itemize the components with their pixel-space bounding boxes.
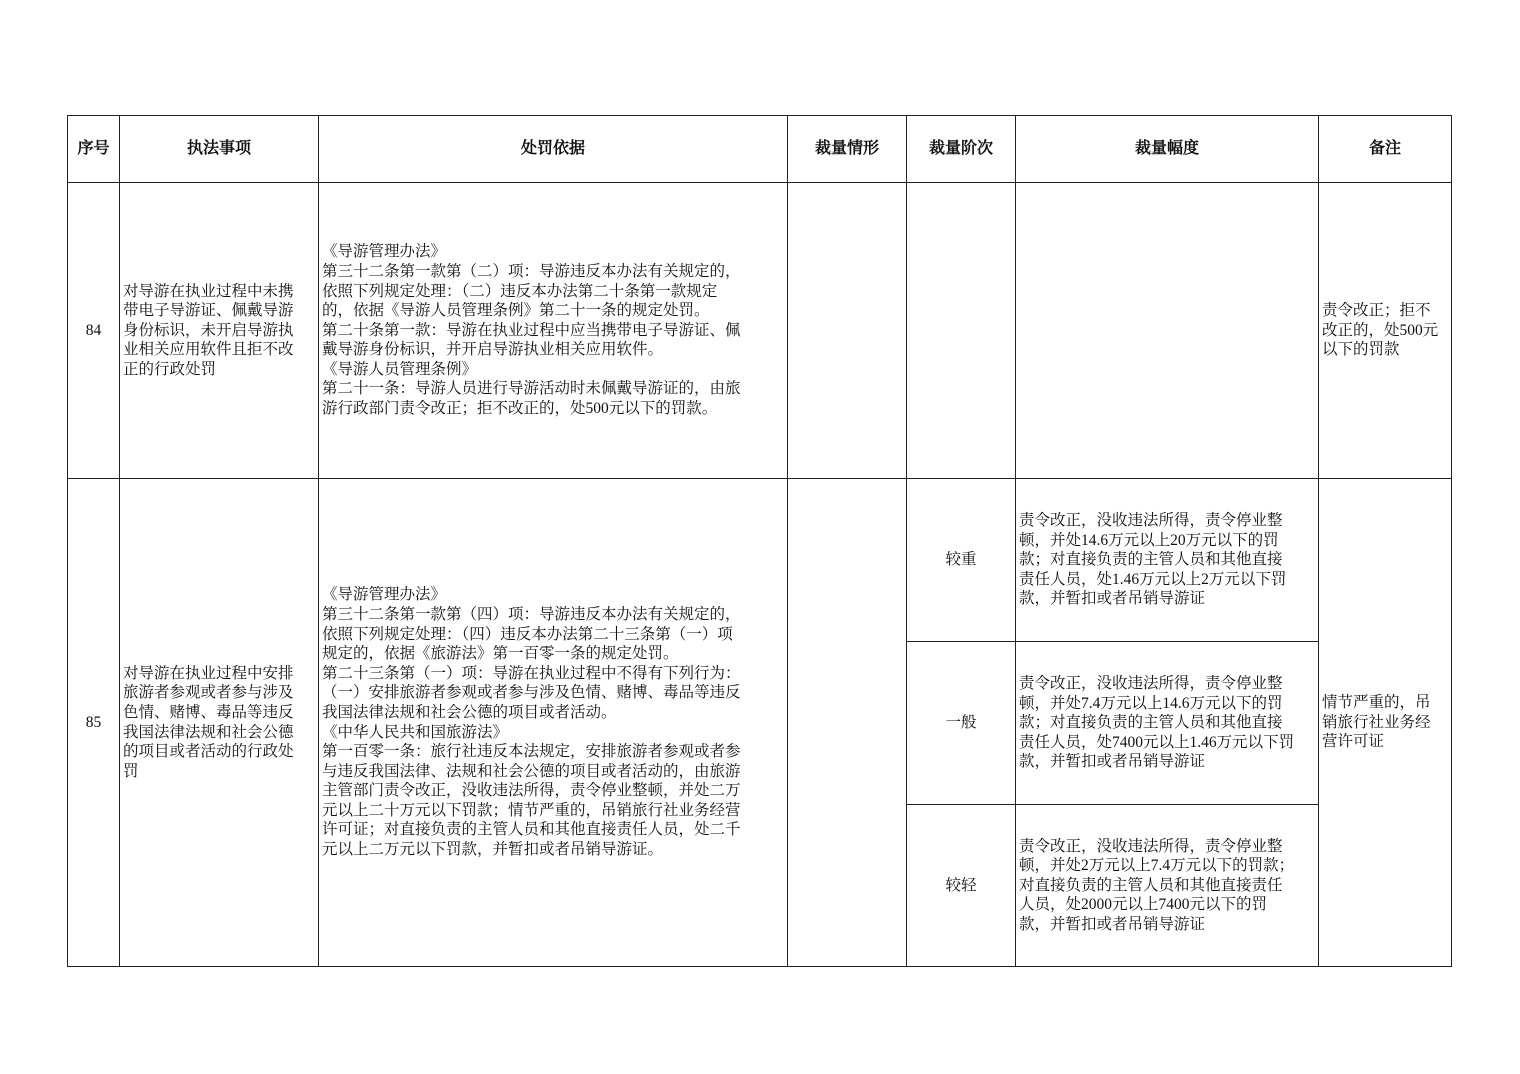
text-line: 我国法律法规和社会公德 [123,723,294,741]
text-line: 元以上二十万元以下罚款；情节严重的，吊销旅行社业务经营 [322,801,741,819]
text-line: 第一百零一条：旅行社违反本法规定，安排旅游者参观或者参 [322,743,741,761]
text-line: 款；对直接负责的主管人员和其他直接 [1019,714,1283,732]
text-line: 依照下列规定处理：（二）违反本办法第二十条第一款规定 [322,282,718,300]
header-remark: 备注 [1319,116,1452,183]
header-situation: 裁量情形 [788,116,907,183]
text-line: 许可证；对直接负责的主管人员和其他直接责任人员，处二千 [322,821,741,839]
discretion-level: 一般 [907,642,1016,805]
text-line: 色情、赌博、毒品等违反 [123,703,294,721]
text-line: 对直接负责的主管人员和其他直接责任 [1019,876,1283,894]
text-line: （一）安排旅游者参观或者参与涉及色情、赌博、毒品等违反 [322,684,741,702]
discretion-range [1016,642,1319,805]
text-line: 销旅行社业务经 [1322,713,1431,731]
text-line: 第二十一条：导游人员进行导游活动时未佩戴导游证的，由旅 [322,380,741,398]
text-line: 罚 [123,762,139,780]
header-basis: 处罚依据 [319,116,788,183]
text-line: 规定的，依据《旅游法》第一百零一条的规定处罚。 [322,645,679,663]
text-line: 主管部门责令改正，没收违法所得，责令停业整顿，并处二万 [322,782,741,800]
text-line: 款，并暂扣或者吊销导游证 [1019,753,1206,771]
text-line: 责令改正；拒不 [1322,302,1431,320]
text-line: 的，依据《导游人员管理条例》第二十一条的规定处罚。 [322,302,710,320]
text-line: 游行政部门责令改正；拒不改正的，处500元以下的罚款。 [322,400,718,418]
row-number: 85 [68,479,120,967]
text-line: 责任人员，处7400元以上1.46万元以下罚 [1019,733,1295,751]
text-line: 款；对直接负责的主管人员和其他直接 [1019,551,1283,569]
discretion-range [1016,805,1319,967]
table-row [68,183,1452,479]
text-line: 改正的，处500元 [1322,321,1439,339]
text-line: 情节严重的，吊 [1322,694,1431,712]
text-line: 对导游在执业过程中安排 [123,664,294,682]
discretion-range [1016,479,1319,642]
discretion-table [67,115,1452,967]
text-line: 带电子导游证、佩戴导游 [123,302,294,320]
text-line: 第二十条第一款：导游在执业过程中应当携带电子导游证、佩 [322,321,741,339]
discretion-situation [788,479,907,967]
text-line: 顿，并处14.6万元以上20万元以下的罚 [1019,531,1279,549]
text-line: 对导游在执业过程中未携 [123,282,294,300]
text-line: 款，并暂扣或者吊销导游证 [1019,915,1206,933]
text-line: 元以上二万元以下罚款，并暂扣或者吊销导游证。 [322,841,664,859]
enforcement-matter [120,183,319,479]
header-no: 序号 [68,116,120,183]
text-line: 第三十二条第一款第（二）项：导游违反本办法有关规定的， [322,262,741,280]
text-line: 戴导游身份标识，并开启导游执业相关应用软件。 [322,341,664,359]
discretion-level: 较重 [907,479,1016,642]
text-line: 《导游人员管理条例》 [322,360,478,378]
text-line: 人员，处2000元以上7400元以下的罚 [1019,896,1268,914]
text-line: 《导游管理办法》 [322,243,447,261]
text-line: 我国法律法规和社会公德的项目或者活动。 [322,703,617,721]
remark [1319,183,1452,479]
text-line: 《中华人民共和国旅游法》 [322,723,509,741]
row-number: 84 [68,183,120,479]
text-line: 款，并暂扣或者吊销导游证 [1019,590,1206,608]
text-line: 责令改正，没收违法所得，责令停业整 [1019,675,1283,693]
table-row [68,479,1452,642]
discretion-level: 较轻 [907,805,1016,967]
text-line: 旅游者参观或者参与涉及 [123,684,294,702]
header-range: 裁量幅度 [1016,116,1319,183]
discretion-level [907,183,1016,479]
text-line: 与违反我国法律、法规和社会公德的项目或者活动的，由旅游 [322,762,741,780]
text-line: 正的行政处罚 [123,360,217,378]
enforcement-matter [120,479,319,967]
text-line: 营许可证 [1322,733,1385,751]
text-line: 以下的罚款 [1322,341,1400,359]
text-line: 责令改正，没收违法所得，责令停业整 [1019,512,1283,530]
text-line: 依照下列规定处理：（四）违反本办法第二十三条第（一）项 [322,625,733,643]
header-matter: 执法事项 [120,116,319,183]
header-level: 裁量阶次 [907,116,1016,183]
penalty-basis [319,183,788,479]
text-line: 第二十三条第（一）项：导游在执业过程中不得有下列行为： [322,664,741,682]
text-line: 第三十二条第一款第（四）项：导游违反本办法有关规定的， [322,605,741,623]
discretion-range [1016,183,1319,479]
remark [1319,479,1452,967]
text-line: 身份标识，未开启导游执 [123,321,294,339]
text-line: 责任人员，处1.46万元以上2万元以下罚 [1019,570,1287,588]
text-line: 顿，并处2万元以上7.4万元以下的罚款； [1019,857,1295,875]
text-line: 的项目或者活动的行政处 [123,743,294,761]
text-line: 责令改正，没收违法所得，责令停业整 [1019,837,1283,855]
text-line: 顿，并处7.4万元以上14.6万元以下的罚 [1019,694,1283,712]
penalty-basis [319,479,788,967]
text-line: 《导游管理办法》 [322,586,447,604]
discretion-situation [788,183,907,479]
table-header-row [68,116,1452,183]
text-line: 业相关应用软件且拒不改 [123,341,294,359]
